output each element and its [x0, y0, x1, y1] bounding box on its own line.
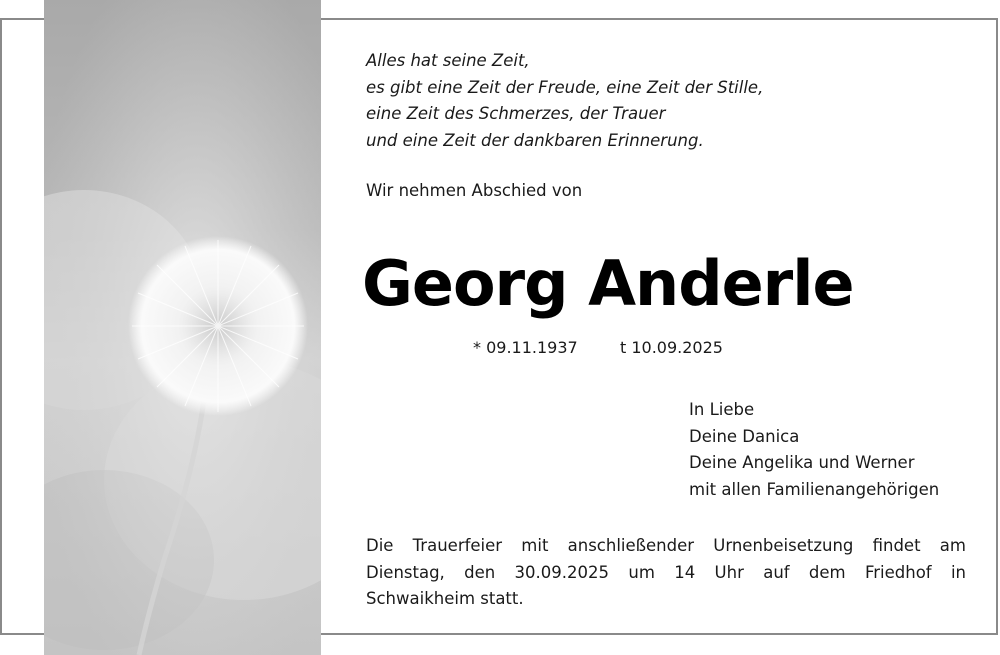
deceased-name: Georg Anderle [362, 247, 854, 320]
notice-word: 14 [674, 562, 696, 582]
notice-line-3: Schwaikheim statt. [366, 589, 524, 608]
poem [366, 48, 806, 154]
signature-line: Deine Angelika und Werner [689, 453, 915, 472]
notice-word: Friedhof [864, 562, 932, 582]
signature-line: In Liebe [689, 400, 755, 419]
poem-line: es gibt eine Zeit der Freude, eine Zeit der Stille, [366, 77, 764, 97]
notice-word: Urnenbeisetzung [713, 536, 854, 555]
notice-word: anschließender [567, 536, 695, 555]
notice-word: Die [366, 536, 394, 555]
notice-word: auf [763, 562, 790, 582]
signature-line: Deine Danica [689, 426, 800, 446]
notice-word: 30.09.2025 [514, 562, 610, 582]
notice-word: Uhr [714, 562, 744, 582]
notice-line-1 [366, 533, 966, 560]
notice-word: Dienstag, [366, 562, 445, 582]
death-date: t 10.09.2025 [620, 338, 723, 357]
ceremony-notice [366, 533, 966, 613]
signature-block [689, 397, 979, 503]
notice-word: um [628, 562, 655, 582]
notice-word: findet [872, 536, 921, 555]
farewell-intro: Wir nehmen Abschied von [366, 181, 583, 200]
notice-line-2 [366, 560, 966, 587]
signature-line: mit allen Familienangehörigen [689, 479, 940, 499]
notice-word: dem [808, 562, 846, 582]
notice-word: Trauerfeier [412, 536, 503, 555]
poem-line: eine Zeit des Schmerzes, der Trauer [366, 104, 666, 123]
notice-word: am [939, 536, 966, 555]
poem-line: und eine Zeit der dankbaren Erinnerung. [366, 130, 704, 150]
notice-word: mit [521, 536, 549, 555]
poem-line: Alles hat seine Zeit, [366, 51, 530, 70]
birth-date: * 09.11.1937 [473, 338, 578, 357]
notice-word: den [464, 562, 496, 582]
notice-word: in [950, 562, 966, 582]
